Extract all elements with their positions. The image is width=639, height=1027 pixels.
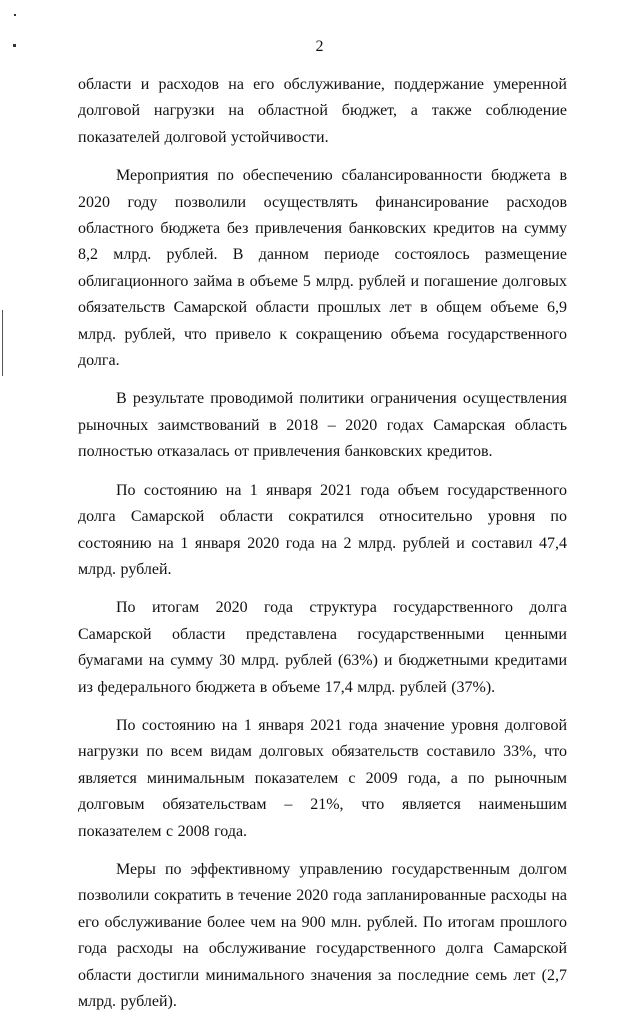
paragraph-5: По итогам 2020 года структура государственного долга Самарской области представлена государственными ценными бумагами на сумму 30 млрд. рублей (63%) и бюджетными кредитами из федерального бюджета в объеме 17,4 млрд. рублей (37%). <box>78 599 567 696</box>
paragraph-4: По состоянию на 1 января 2021 года объем государственного долга Самарской области сократился относительно уровня по состоянию на 1 января 2020 года на 2 млрд. рублей и составил 47,4 млрд. рублей. <box>78 481 567 578</box>
paragraph-1: области и расходов на его обслуживание, поддержание умеренной долговой нагрузки на областной бюджет, а также соблюдение показателей долговой устойчивости. <box>78 76 567 146</box>
paragraph-6: По состоянию на 1 января 2021 года значение уровня долговой нагрузки по всем видам долговых обязательств составило 33%, что является минимальным показателем с 2009 года, а по рыночным долговым обязательствам – 21%, что является наименьшим показателем с 2008 года. <box>78 716 567 840</box>
document-body <box>78 72 567 1027</box>
scan-mark-left-line <box>2 310 3 376</box>
page-number: 2 <box>315 38 324 55</box>
paragraph-2: Мероприятия по обеспечению сбалансированности бюджета в 2020 году позволили осуществлять финансирование расходов областного бюджета без привлечения банковских кредитов на сумму 8,2 млрд. рублей. В данном периоде состоялось размещение облигационного займа в объеме 5 млрд. рублей и погашение долговых обязательств Самарской области прошлых лет в общем объеме 6,9 млрд. рублей, что привело к сокращению объема государственного долга. <box>78 167 567 370</box>
scan-mark-left-top <box>14 14 16 16</box>
paragraph-7: Меры по эффективному управлению государственным долгом позволили сократить в течение 2020 года запланированные расходы на его обслуживание более чем на 900 млн. рублей. По итогам прошлого года расходы на обслуживание государственного долга Самарской области достигли минимального значения за последние семь лет (2,7 млрд. рублей). <box>78 860 567 1010</box>
paragraph-3: В результате проводимой политики ограничения осуществления рыночных заимствований в 2018 – 2020 годах Самарская область полностью отказалась от привлечения банковских кредитов. <box>78 390 567 461</box>
